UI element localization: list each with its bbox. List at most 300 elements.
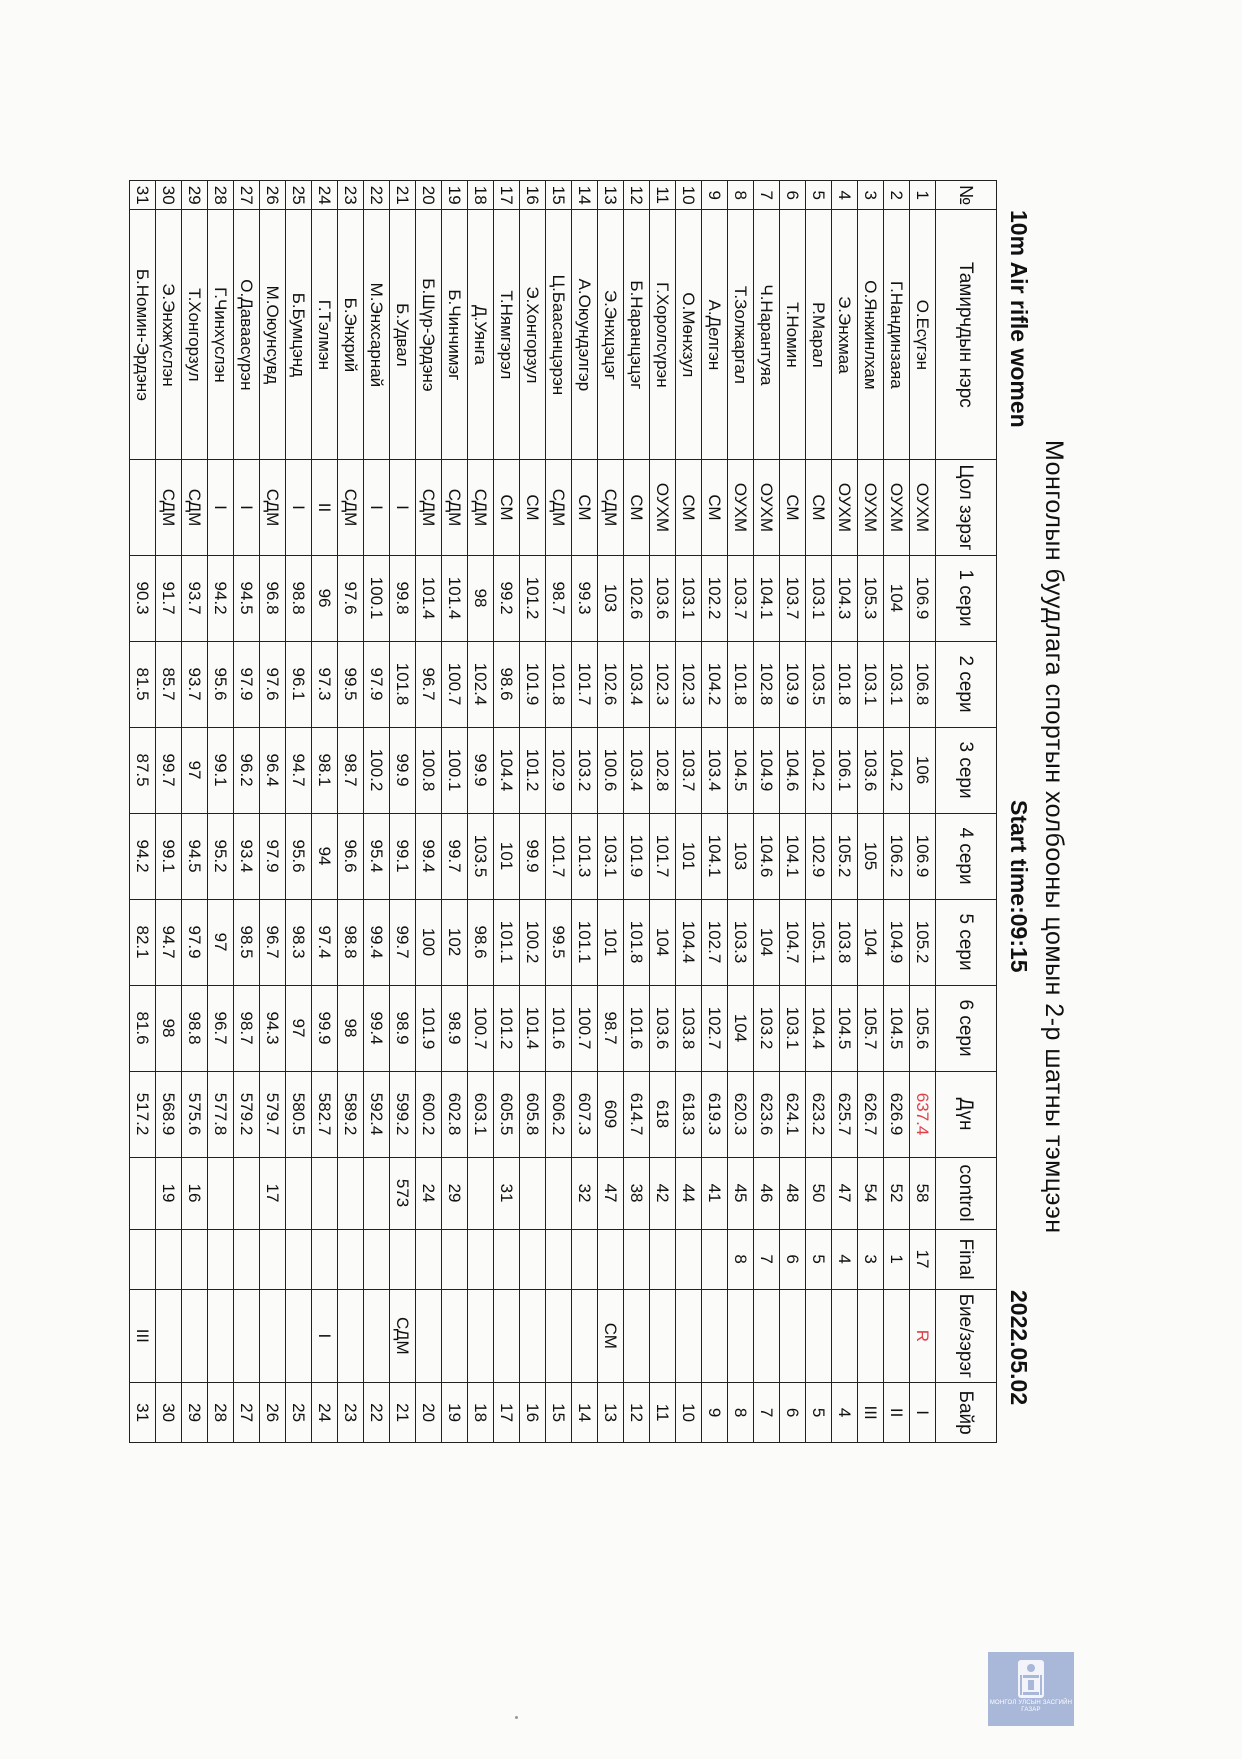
cell-no: 11 — [650, 181, 676, 210]
cell-no: 17 — [494, 181, 520, 210]
cell-rank: СДМ — [156, 460, 182, 555]
cell-name: Т.Номин — [780, 210, 806, 460]
cell-s4: 104.1 — [780, 813, 806, 899]
cell-s6: 99.4 — [364, 985, 390, 1071]
cell-control: 44 — [676, 1157, 702, 1229]
cell-place: II — [884, 1383, 910, 1443]
cell-rank: СДМ — [260, 460, 286, 555]
cell-bie — [208, 1289, 234, 1383]
cell-bie — [754, 1289, 780, 1383]
cell-s4: 97.9 — [260, 813, 286, 899]
cell-final — [208, 1229, 234, 1289]
cell-rank: СДМ — [182, 460, 208, 555]
cell-place: 14 — [572, 1383, 598, 1443]
column-header: control — [936, 1157, 997, 1229]
cell-s6: 98.7 — [598, 985, 624, 1071]
cell-s1: 94.2 — [208, 555, 234, 641]
cell-s5: 98.6 — [468, 899, 494, 985]
cell-s6: 104.5 — [884, 985, 910, 1071]
cell-place: 24 — [312, 1383, 338, 1443]
cell-s2: 101.7 — [572, 641, 598, 727]
cell-s1: 104 — [884, 555, 910, 641]
cell-control: 46 — [754, 1157, 780, 1229]
cell-s3: 106.1 — [832, 727, 858, 813]
column-header: Дүн — [936, 1071, 997, 1157]
soyombo-emblem-icon — [1014, 1658, 1048, 1700]
cell-name: О.Мөнхзул — [676, 210, 702, 460]
cell-s3: 103.2 — [572, 727, 598, 813]
cell-final: 3 — [858, 1229, 884, 1289]
cell-s4: 103 — [728, 813, 754, 899]
cell-final — [572, 1229, 598, 1289]
cell-total: 600.2 — [416, 1071, 442, 1157]
event-name: 10m Air rifle women — [1006, 210, 1032, 428]
cell-total: 614.7 — [624, 1071, 650, 1157]
column-header: Бие/зэрэг — [936, 1289, 997, 1383]
cell-total: 517.2 — [130, 1071, 156, 1157]
cell-s3: 101.2 — [520, 727, 546, 813]
cell-s1: 103 — [598, 555, 624, 641]
cell-s1: 91.7 — [156, 555, 182, 641]
cell-rank: ОУХМ — [728, 460, 754, 555]
cell-s3: 97 — [182, 727, 208, 813]
cell-s3: 87.5 — [130, 727, 156, 813]
cell-bie — [468, 1289, 494, 1383]
cell-final — [494, 1229, 520, 1289]
cell-s5: 105.2 — [910, 899, 936, 985]
cell-no: 5 — [806, 181, 832, 210]
cell-s5: 100 — [416, 899, 442, 985]
cell-s4: 94 — [312, 813, 338, 899]
cell-rank: ОУХМ — [650, 460, 676, 555]
cell-rank: СМ — [780, 460, 806, 555]
cell-place: 7 — [754, 1383, 780, 1443]
table-row — [468, 181, 494, 1443]
cell-control — [546, 1157, 572, 1229]
cell-s1: 101.4 — [442, 555, 468, 641]
cell-no: 15 — [546, 181, 572, 210]
cell-s1: 103.1 — [676, 555, 702, 641]
cell-s5: 98.5 — [234, 899, 260, 985]
cell-s3: 94.7 — [286, 727, 312, 813]
cell-no: 31 — [130, 181, 156, 210]
cell-final — [390, 1229, 416, 1289]
cell-control: 50 — [806, 1157, 832, 1229]
cell-s1: 103.7 — [780, 555, 806, 641]
column-header: 1 сери — [936, 555, 997, 641]
cell-s2: 102.3 — [650, 641, 676, 727]
cell-s6: 98 — [338, 985, 364, 1071]
column-header: 2 сери — [936, 641, 997, 727]
cell-total: 568.9 — [156, 1071, 182, 1157]
cell-s2: 96.1 — [286, 641, 312, 727]
cell-name: Э.Хонгорзул — [520, 210, 546, 460]
cell-s5: 101.1 — [572, 899, 598, 985]
cell-s3: 99.9 — [468, 727, 494, 813]
cell-s2: 102.6 — [598, 641, 624, 727]
cell-s4: 106.2 — [884, 813, 910, 899]
cell-no: 6 — [780, 181, 806, 210]
cell-no: 14 — [572, 181, 598, 210]
cell-bie: СДМ — [390, 1289, 416, 1383]
cell-s4: 99.9 — [520, 813, 546, 899]
cell-name: Р.Марал — [806, 210, 832, 460]
cell-place: 25 — [286, 1383, 312, 1443]
cell-total: 620.3 — [728, 1071, 754, 1157]
cell-final: 4 — [832, 1229, 858, 1289]
cell-final — [156, 1229, 182, 1289]
cell-s5: 101 — [598, 899, 624, 985]
table-row — [338, 181, 364, 1443]
cell-s2: 97.9 — [364, 641, 390, 727]
cell-s1: 96.8 — [260, 555, 286, 641]
cell-rank: I — [208, 460, 234, 555]
cell-s6: 103.1 — [780, 985, 806, 1071]
cell-s5: 103.8 — [832, 899, 858, 985]
cell-s5: 102.7 — [702, 899, 728, 985]
cell-bie — [832, 1289, 858, 1383]
cell-bie — [364, 1289, 390, 1383]
cell-no: 30 — [156, 181, 182, 210]
column-header: Final — [936, 1229, 997, 1289]
cell-total: 605.8 — [520, 1071, 546, 1157]
cell-total: 605.5 — [494, 1071, 520, 1157]
cell-s1: 103.7 — [728, 555, 754, 641]
cell-total: 579.7 — [260, 1071, 286, 1157]
table-row — [806, 181, 832, 1443]
cell-s1: 98 — [468, 555, 494, 641]
cell-bie — [286, 1289, 312, 1383]
cell-rank: I — [286, 460, 312, 555]
cell-s6: 96.7 — [208, 985, 234, 1071]
cell-s6: 104.4 — [806, 985, 832, 1071]
cell-s2: 97.3 — [312, 641, 338, 727]
cell-total: 624.1 — [780, 1071, 806, 1157]
cell-s4: 99.4 — [416, 813, 442, 899]
cell-s5: 104.9 — [884, 899, 910, 985]
cell-name: М.Энхсарнай — [364, 210, 390, 460]
cell-place: 23 — [338, 1383, 364, 1443]
cell-rank: СДМ — [468, 460, 494, 555]
table-row — [858, 181, 884, 1443]
cell-bie — [780, 1289, 806, 1383]
cell-bie — [338, 1289, 364, 1383]
cell-total: 575.6 — [182, 1071, 208, 1157]
table-row — [260, 181, 286, 1443]
cell-total: 582.7 — [312, 1071, 338, 1157]
cell-final — [598, 1229, 624, 1289]
cell-s6: 98.7 — [234, 985, 260, 1071]
cell-name: Б.Наранцэцэг — [624, 210, 650, 460]
cell-rank: СМ — [494, 460, 520, 555]
cell-place: 11 — [650, 1383, 676, 1443]
table-row — [520, 181, 546, 1443]
cell-bie — [650, 1289, 676, 1383]
cell-s1: 102.6 — [624, 555, 650, 641]
cell-s1: 97.6 — [338, 555, 364, 641]
column-header: Байр — [936, 1383, 997, 1443]
cell-name: А.Делгэн — [702, 210, 728, 460]
cell-name: О.Есүгэн — [910, 210, 936, 460]
stamp-text: МОНГОЛ УЛСЫН ЗАСГИЙН ГАЗАР — [989, 1700, 1073, 1713]
cell-s3: 96.4 — [260, 727, 286, 813]
table-row — [702, 181, 728, 1443]
cell-control: 19 — [156, 1157, 182, 1229]
cell-name: Д.Уянга — [468, 210, 494, 460]
cell-s1: 102.2 — [702, 555, 728, 641]
cell-s6: 81.6 — [130, 985, 156, 1071]
cell-s5: 102 — [442, 899, 468, 985]
cell-place: 31 — [130, 1383, 156, 1443]
cell-final — [702, 1229, 728, 1289]
cell-bie — [702, 1289, 728, 1383]
cell-s4: 104.1 — [702, 813, 728, 899]
cell-place: 30 — [156, 1383, 182, 1443]
table-row — [780, 181, 806, 1443]
cell-no: 1 — [910, 181, 936, 210]
cell-s6: 105.6 — [910, 985, 936, 1071]
table-row — [910, 181, 936, 1443]
cell-name: А.Оюундэлгэр — [572, 210, 598, 460]
cell-s2: 102.8 — [754, 641, 780, 727]
cell-name: Ц.Баасанцэрэн — [546, 210, 572, 460]
table-row — [286, 181, 312, 1443]
cell-control: 38 — [624, 1157, 650, 1229]
cell-rank: СМ — [676, 460, 702, 555]
cell-s2: 95.6 — [208, 641, 234, 727]
cell-s5: 99.7 — [390, 899, 416, 985]
cell-bie — [806, 1289, 832, 1383]
cell-s6: 103.6 — [650, 985, 676, 1071]
cell-no: 25 — [286, 181, 312, 210]
cell-no: 29 — [182, 181, 208, 210]
cell-name: Т.Золжаргал — [728, 210, 754, 460]
cell-s5: 99.5 — [546, 899, 572, 985]
cell-bie — [858, 1289, 884, 1383]
cell-s3: 103.4 — [624, 727, 650, 813]
cell-s1: 103.1 — [806, 555, 832, 641]
cell-s4: 104.6 — [754, 813, 780, 899]
cell-final: 5 — [806, 1229, 832, 1289]
cell-no: 10 — [676, 181, 702, 210]
cell-no: 12 — [624, 181, 650, 210]
cell-place: I — [910, 1383, 936, 1443]
cell-bie — [494, 1289, 520, 1383]
cell-no: 13 — [598, 181, 624, 210]
cell-s4: 101.7 — [546, 813, 572, 899]
cell-rank: СДМ — [546, 460, 572, 555]
cell-rank: II — [312, 460, 338, 555]
cell-s5: 101.8 — [624, 899, 650, 985]
cell-s5: 97.9 — [182, 899, 208, 985]
cell-s4: 94.2 — [130, 813, 156, 899]
cell-no: 27 — [234, 181, 260, 210]
cell-s4: 94.5 — [182, 813, 208, 899]
cell-place: 22 — [364, 1383, 390, 1443]
cell-control — [130, 1157, 156, 1229]
cell-name: Э.Энхцэцэг — [598, 210, 624, 460]
table-row — [754, 181, 780, 1443]
cell-rank: СМ — [624, 460, 650, 555]
table-row — [442, 181, 468, 1443]
cell-control — [338, 1157, 364, 1229]
cell-bie — [676, 1289, 702, 1383]
cell-s6: 101.9 — [416, 985, 442, 1071]
cell-control: 52 — [884, 1157, 910, 1229]
cell-rank: СДМ — [338, 460, 364, 555]
cell-control — [286, 1157, 312, 1229]
cell-control — [468, 1157, 494, 1229]
cell-s2: 93.7 — [182, 641, 208, 727]
cell-final — [130, 1229, 156, 1289]
cell-s3: 99.9 — [390, 727, 416, 813]
cell-s2: 100.7 — [442, 641, 468, 727]
cell-s3: 104.9 — [754, 727, 780, 813]
cell-control — [520, 1157, 546, 1229]
cell-control: 31 — [494, 1157, 520, 1229]
cell-control: 54 — [858, 1157, 884, 1229]
cell-s1: 106.9 — [910, 555, 936, 641]
cell-final: 8 — [728, 1229, 754, 1289]
cell-s2: 101.8 — [728, 641, 754, 727]
table-header-row — [936, 181, 997, 1443]
cell-name: Г.Нандинзаяа — [884, 210, 910, 460]
cell-s4: 99.7 — [442, 813, 468, 899]
cell-final — [260, 1229, 286, 1289]
cell-bie — [546, 1289, 572, 1383]
cell-bie: I — [312, 1289, 338, 1383]
cell-bie — [442, 1289, 468, 1383]
cell-final — [650, 1229, 676, 1289]
cell-s3: 103.7 — [676, 727, 702, 813]
cell-s3: 100.1 — [442, 727, 468, 813]
cell-final: 7 — [754, 1229, 780, 1289]
cell-s2: 96.7 — [416, 641, 442, 727]
cell-place: 8 — [728, 1383, 754, 1443]
table-row — [598, 181, 624, 1443]
cell-rank: СДМ — [416, 460, 442, 555]
cell-s4: 96.6 — [338, 813, 364, 899]
cell-total: 625.7 — [832, 1071, 858, 1157]
cell-s3: 100.2 — [364, 727, 390, 813]
table-row — [676, 181, 702, 1443]
cell-s1: 101.4 — [416, 555, 442, 641]
cell-final — [364, 1229, 390, 1289]
cell-s1: 99.2 — [494, 555, 520, 641]
table-row — [884, 181, 910, 1443]
cell-s3: 104.5 — [728, 727, 754, 813]
cell-rank — [130, 460, 156, 555]
cell-place: 4 — [832, 1383, 858, 1443]
cell-name: Т.Нямгэрэл — [494, 210, 520, 460]
cell-rank: ОУХМ — [754, 460, 780, 555]
cell-s2: 103.1 — [884, 641, 910, 727]
cell-total: 580.5 — [286, 1071, 312, 1157]
cell-place: 12 — [624, 1383, 650, 1443]
cell-s6: 100.7 — [572, 985, 598, 1071]
cell-s4: 99.1 — [156, 813, 182, 899]
cell-final — [468, 1229, 494, 1289]
cell-place: 10 — [676, 1383, 702, 1443]
cell-rank: I — [390, 460, 416, 555]
cell-s4: 93.4 — [234, 813, 260, 899]
cell-s6: 104 — [728, 985, 754, 1071]
cell-s4: 95.2 — [208, 813, 234, 899]
cell-name: Б.Шүр-Эрдэнэ — [416, 210, 442, 460]
cell-rank: СДМ — [442, 460, 468, 555]
cell-s4: 95.6 — [286, 813, 312, 899]
cell-s6: 101.4 — [520, 985, 546, 1071]
cell-no: 4 — [832, 181, 858, 210]
cell-name: Б.Номин-Эрдэнэ — [130, 210, 156, 460]
cell-control: 47 — [832, 1157, 858, 1229]
table-row — [546, 181, 572, 1443]
cell-place: 20 — [416, 1383, 442, 1443]
cell-s4: 102.9 — [806, 813, 832, 899]
cell-name: М.Оюунсувд — [260, 210, 286, 460]
cell-final: 17 — [910, 1229, 936, 1289]
cell-rank: СМ — [572, 460, 598, 555]
cell-final — [442, 1229, 468, 1289]
cell-name: Г.Тэлмэн — [312, 210, 338, 460]
cell-final — [338, 1229, 364, 1289]
cell-s4: 101 — [494, 813, 520, 899]
cell-final — [624, 1229, 650, 1289]
column-header: 6 сери — [936, 985, 997, 1071]
cell-s4: 101.7 — [650, 813, 676, 899]
cell-s2: 103.1 — [858, 641, 884, 727]
cell-s6: 101.2 — [494, 985, 520, 1071]
cell-s2: 101.8 — [546, 641, 572, 727]
cell-no: 24 — [312, 181, 338, 210]
cell-final: 1 — [884, 1229, 910, 1289]
cell-rank: СМ — [520, 460, 546, 555]
cell-total: 623.2 — [806, 1071, 832, 1157]
cell-control: 16 — [182, 1157, 208, 1229]
cell-no: 18 — [468, 181, 494, 210]
cell-s4: 106.9 — [910, 813, 936, 899]
cell-rank: СМ — [806, 460, 832, 555]
cell-total: 609 — [598, 1071, 624, 1157]
cell-s5: 104 — [650, 899, 676, 985]
table-row — [364, 181, 390, 1443]
cell-name: Б.Бумцэнд — [286, 210, 312, 460]
cell-s1: 101.2 — [520, 555, 546, 641]
cell-rank: I — [364, 460, 390, 555]
cell-s4: 95.4 — [364, 813, 390, 899]
table-row — [624, 181, 650, 1443]
cell-control: 58 — [910, 1157, 936, 1229]
cell-s6: 98.8 — [182, 985, 208, 1071]
cell-s2: 101.8 — [832, 641, 858, 727]
cell-control — [312, 1157, 338, 1229]
cell-s1: 104.1 — [754, 555, 780, 641]
cell-final — [520, 1229, 546, 1289]
cell-control — [208, 1157, 234, 1229]
cell-control: 573 — [390, 1157, 416, 1229]
cell-total: 618 — [650, 1071, 676, 1157]
cell-control: 45 — [728, 1157, 754, 1229]
cell-place: 5 — [806, 1383, 832, 1443]
cell-place: 13 — [598, 1383, 624, 1443]
cell-place: 6 — [780, 1383, 806, 1443]
cell-no: 26 — [260, 181, 286, 210]
cell-s6: 101.6 — [546, 985, 572, 1071]
cell-name: Э.Энхмаа — [832, 210, 858, 460]
cell-s5: 98.8 — [338, 899, 364, 985]
cell-rank: ОУХМ — [832, 460, 858, 555]
cell-s2: 103.5 — [806, 641, 832, 727]
